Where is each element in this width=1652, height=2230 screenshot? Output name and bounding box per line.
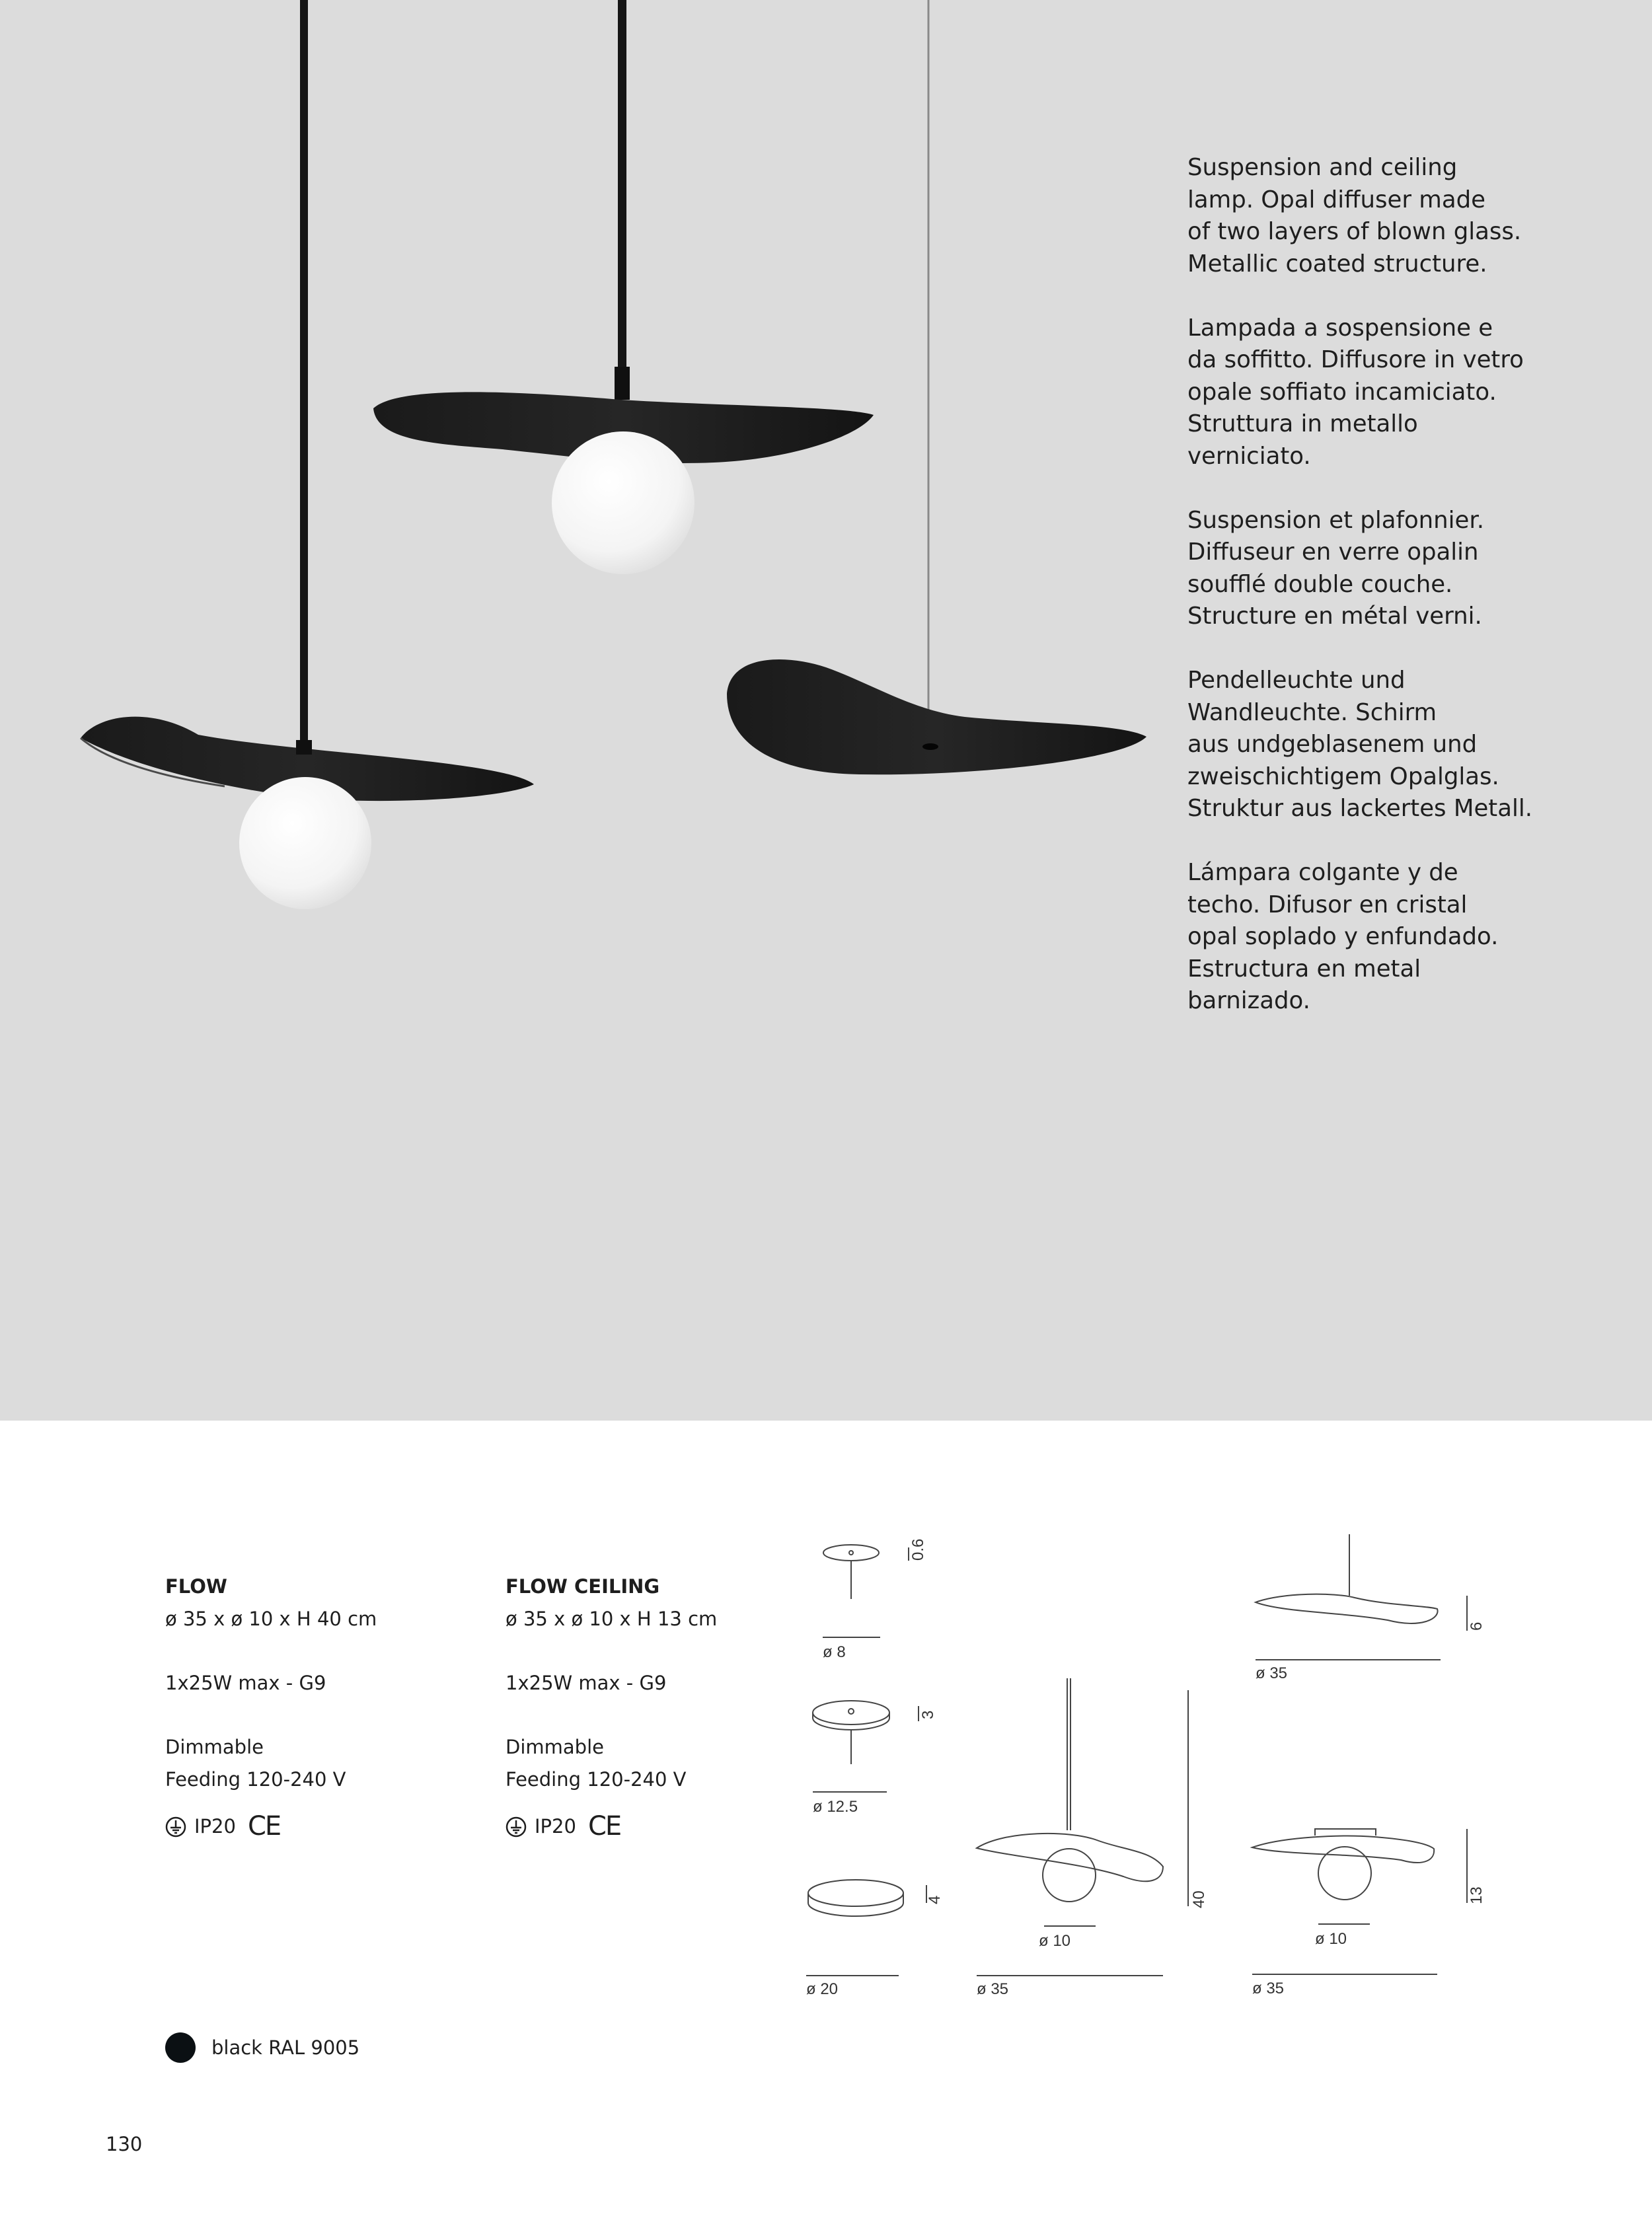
description-french: Suspension et plafonnier. Diffuseur en verre opalin soufflé double couche. Structure en métal verni. <box>1187 506 1485 630</box>
dim-rose-large-d: ø 20 <box>806 1980 839 1998</box>
lamp-middle <box>373 0 874 574</box>
drawing-pendant <box>977 1678 1208 1998</box>
lamp-right <box>727 0 1146 774</box>
drawing-rose-small <box>823 1539 927 1661</box>
drawing-rose-large <box>806 1880 944 1998</box>
description-german: Pendelleuchte und Wandleuchte. Schirm aus undgeblasenem und zweischichtigem Opalglas. Struktur aus lackertes Metall. <box>1187 667 1532 822</box>
page-number: 130 <box>106 2133 143 2155</box>
dim-pendant-globe-d: ø 10 <box>1039 1932 1071 1950</box>
ip-rating: IP20 <box>535 1815 576 1838</box>
product-feeding: Feeding 120-240 V <box>165 1768 346 1791</box>
product-dimensions: ø 35 x ø 10 x H 40 cm <box>165 1608 377 1630</box>
technical-drawings <box>793 1520 1520 2015</box>
dim-rose-medium-d: ø 12.5 <box>813 1798 858 1816</box>
product-feeding: Feeding 120-240 V <box>506 1768 687 1791</box>
description-spanish: Lámpara colgante y de techo. Difusor en cristal opal soplado y enfundado. Estructura en metal barnizado. <box>1187 859 1499 1014</box>
description-italian: Lampada a sospensione e da soffitto. Diffusore in vetro opale soffiato incamiciato. Struttura in metallo verniciato. <box>1187 314 1524 470</box>
dim-topright-h: 6 <box>1468 1621 1485 1631</box>
finish-option <box>165 2032 359 2063</box>
product-dimensions: ø 35 x ø 10 x H 13 cm <box>506 1608 718 1630</box>
description-english: Suspension and ceiling lamp. Opal diffuser made of two layers of blown glass. Metallic coated structure. <box>1187 154 1522 278</box>
dim-ceiling-shade-d: ø 35 <box>1252 1980 1285 1997</box>
product-dimmable: Dimmable <box>165 1736 264 1758</box>
product-name: FLOW CEILING <box>506 1575 660 1598</box>
dim-rose-small-d: ø 8 <box>823 1643 846 1661</box>
dim-rose-large-h: 4 <box>926 1895 944 1904</box>
ground-symbol-icon <box>165 1816 186 1838</box>
dim-ceiling-h: 13 <box>1468 1886 1485 1904</box>
dim-rose-small-h: 0.6 <box>909 1538 927 1561</box>
dim-ceiling-globe-d: ø 10 <box>1315 1930 1347 1948</box>
lamp-left <box>81 0 534 909</box>
dim-pendant-shade-d: ø 35 <box>977 1980 1009 1998</box>
ce-mark: CE <box>247 1811 281 1841</box>
product-description <box>1187 152 1610 1049</box>
finish-label: black RAL 9005 <box>211 2036 360 2059</box>
ce-mark: CE <box>587 1811 621 1841</box>
drawing-ceiling <box>1252 1829 1485 1997</box>
product-dimmable: Dimmable <box>506 1736 604 1758</box>
dim-rose-medium-h: 3 <box>919 1710 937 1719</box>
dim-topright-shade-d: ø 35 <box>1256 1664 1288 1682</box>
ground-symbol-icon <box>506 1816 527 1838</box>
drawing-shade-profile <box>1256 1534 1485 1682</box>
spec-flow-ceiling <box>506 1571 823 1843</box>
finish-swatch-black <box>165 2032 196 2063</box>
product-name: FLOW <box>165 1575 227 1598</box>
product-power: 1x25W max - G9 <box>506 1672 667 1694</box>
dim-pendant-h: 40 <box>1190 1890 1208 1908</box>
spec-flow <box>165 1571 482 1843</box>
product-power: 1x25W max - G9 <box>165 1672 326 1694</box>
ip-rating: IP20 <box>194 1815 236 1838</box>
drawing-rose-medium <box>813 1701 937 1816</box>
